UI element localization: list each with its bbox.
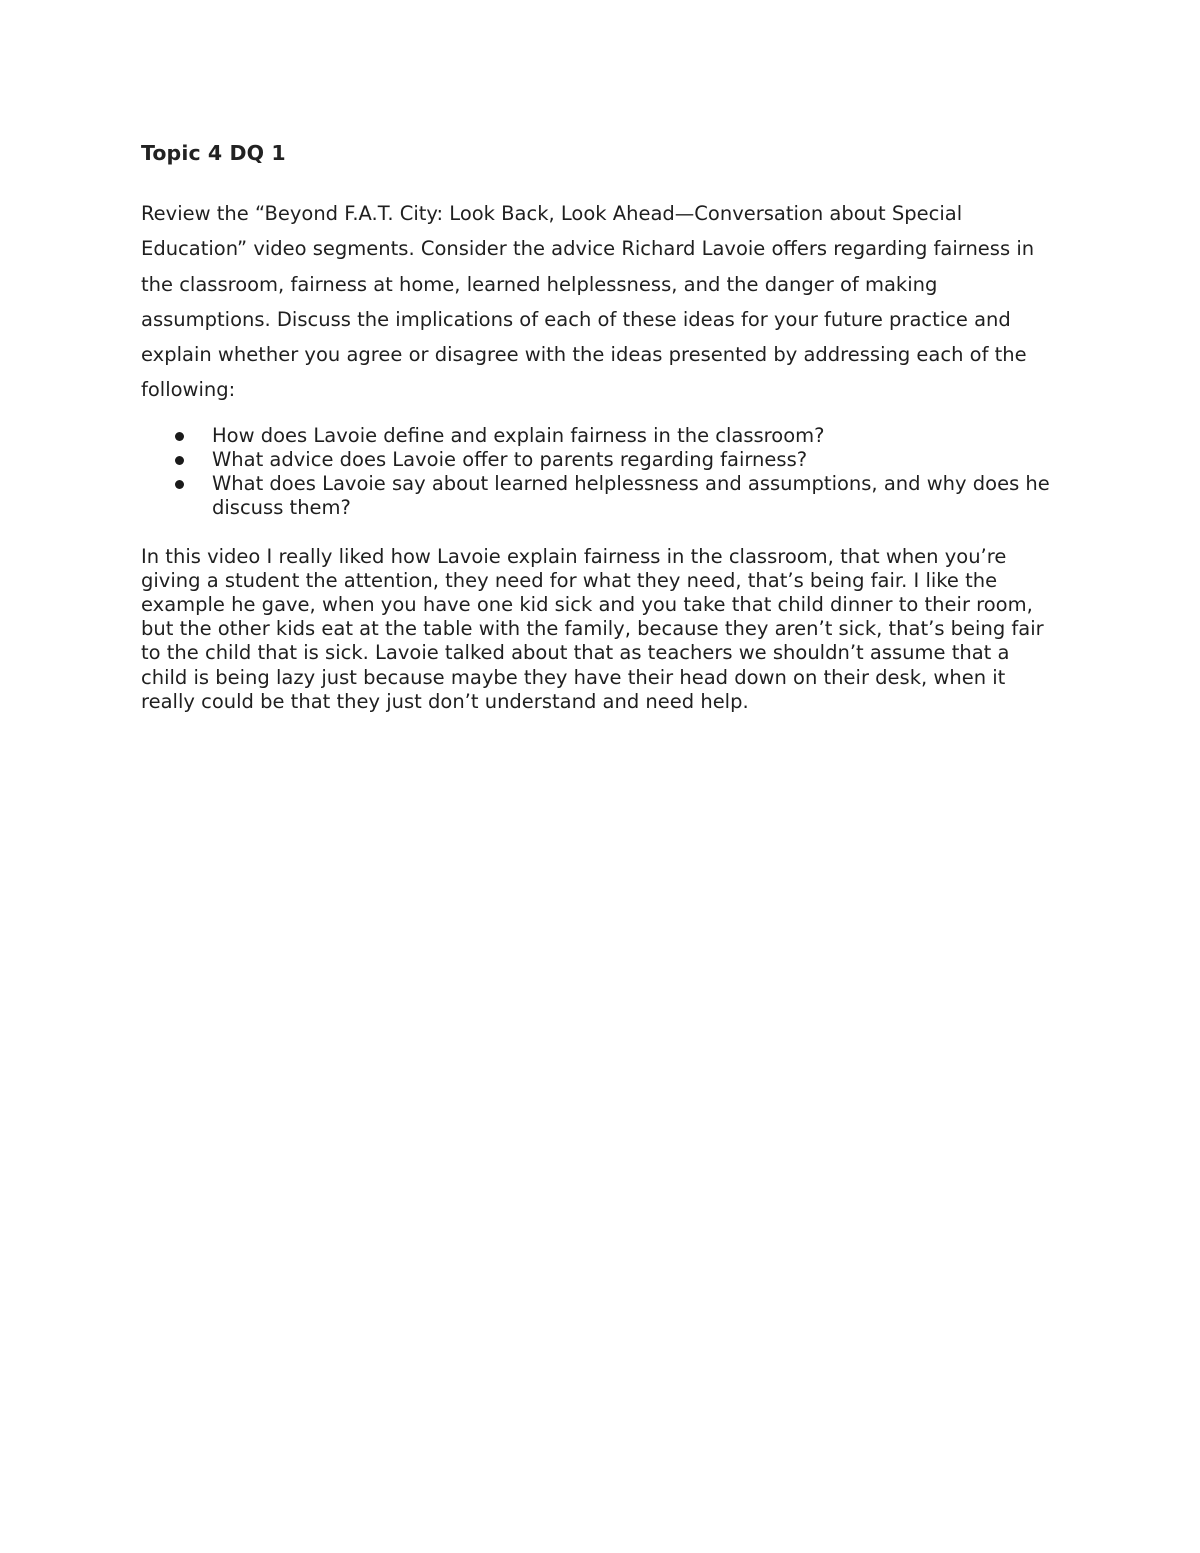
- question-text: What does Lavoie say about learned helplessness and assumptions, and why does he discuss them?: [212, 472, 1050, 520]
- question-item: [141, 448, 1061, 472]
- bullet-icon: [175, 456, 184, 465]
- bullet-icon: [175, 432, 184, 441]
- question-text: What advice does Lavoie offer to parents regarding fairness?: [212, 447, 808, 471]
- question-item: [141, 472, 1061, 520]
- bullet-icon: [175, 480, 184, 489]
- question-list: [141, 424, 1061, 521]
- assignment-prompt: Review the “Beyond F.A.T. City: Look Back, Look Ahead—Conversation about Special Education” video segments. Consider the advice Richard Lavoie offers regarding fairness in the classroom, fairness at home, learned helplessness, and the danger of making assumptions. Discuss the implications of each of these ideas for your future practice and explain whether you agree or disagree with the ideas presented by addressing each of the following:: [141, 202, 1035, 402]
- document-body: [141, 138, 1061, 714]
- document-title: Topic 4 DQ 1: [141, 141, 286, 165]
- question-text: How does Lavoie define and explain fairness in the classroom?: [212, 423, 825, 447]
- response-paragraph: In this video I really liked how Lavoie explain fairness in the classroom, that when you’re giving a student the attention, they need for what they need, that’s being fair. I like the example he gave, when you have one kid sick and you take that child dinner to their room, but the other kids eat at the table with the family, because they aren’t sick, that’s being fair to the child that is sick. Lavoie talked about that as teachers we shouldn’t assume that a child is being lazy just because maybe they have their head down on their desk, when it really could be that they just don’t understand and need help.: [141, 544, 1044, 713]
- question-item: [141, 424, 1061, 448]
